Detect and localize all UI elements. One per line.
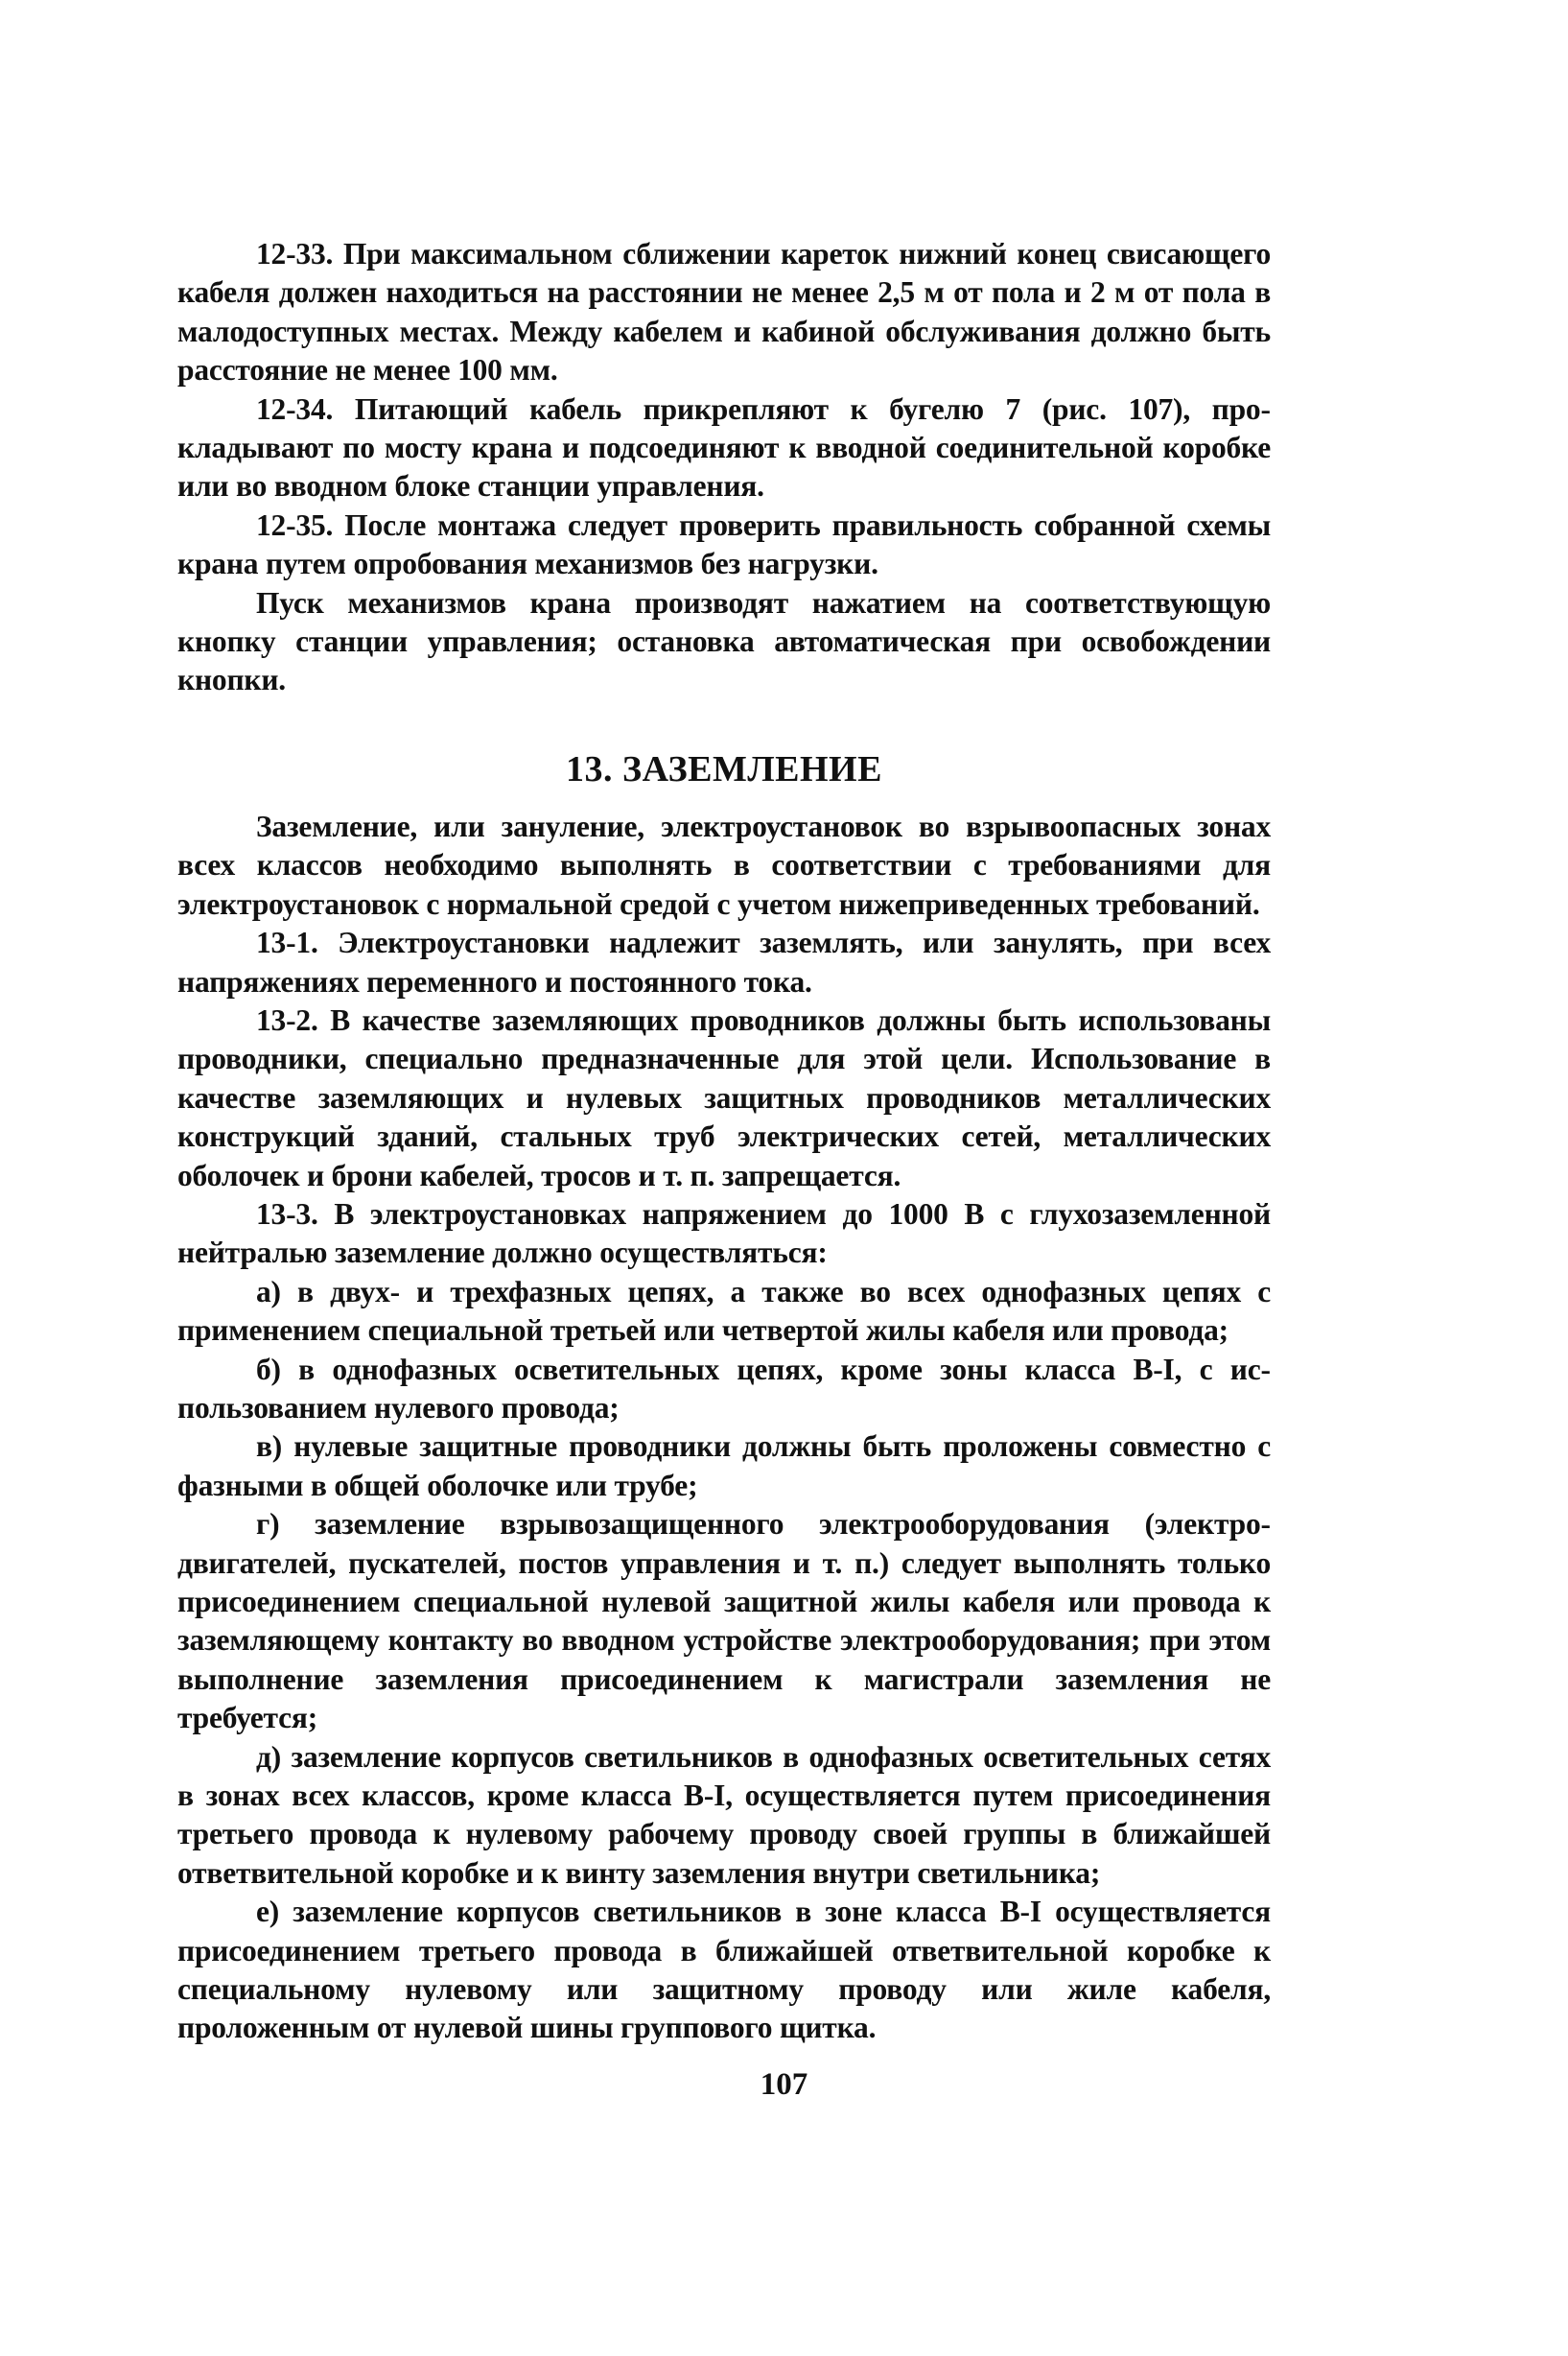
paragraph-text: При максимальном сближении кареток нижний конец свисающего кабеля должен находиться на расстоянии не менее 2,5 м от пола и 2 м от пола в малодоступных местах. Между кабелем и кабиной обслуживания должно быть расстояние не менее 100 мм. bbox=[177, 237, 1271, 388]
list-item-b bbox=[177, 1351, 1271, 1428]
paragraph-text: Электроустановки надлежит заземлять, или занулять, при всех напряжениях переменного и постоянного тока. bbox=[177, 926, 1271, 999]
paragraph-text: Питающий кабель прикрепляют к бугелю 7 (рис. 107), прокладывают по мосту крана и подсоединяют к вводной соединительной коробке или во вводном блоке станции управления. bbox=[177, 391, 1271, 504]
paragraph-12-33 bbox=[177, 235, 1271, 390]
paragraph-12-34 bbox=[177, 390, 1271, 507]
list-item-text: а) в двух- и трехфазных цепях, а также во всех однофазных цепях с применением специальной третьей или четвертой жилы кабеля или провода; bbox=[177, 1274, 1271, 1348]
paragraph-crane-start bbox=[177, 584, 1271, 700]
paragraph-number: 13-2. bbox=[256, 1002, 318, 1037]
list-item-a bbox=[177, 1273, 1271, 1351]
list-item-g bbox=[177, 1505, 1271, 1737]
paragraph-intro bbox=[177, 808, 1271, 924]
paragraph-number: 13-3. bbox=[256, 1196, 318, 1231]
list-item-text: б) в однофазных осветительных цепях, кроме зоны класса В-I, с использованием нулевого провода; bbox=[177, 1352, 1271, 1425]
paragraph-13-2 bbox=[177, 1001, 1271, 1195]
list-item-text: е) заземление корпусов светильников в зоне класса В-I осуществляется присоединением третьего провода в ближайшей ответвительной коробке к специальному нулевому или защитному проводу или жиле кабеля, проложенным от нулевой шины группового щитка. bbox=[177, 1895, 1271, 2045]
paragraph-text: Пуск механизмов крана производят нажатием на соответствующую кнопку станции управления; остановка автоматическая при освобождении кнопки. bbox=[177, 585, 1271, 697]
paragraph-12-35 bbox=[177, 507, 1271, 584]
page-body bbox=[177, 235, 1271, 2048]
list-item-e bbox=[177, 1893, 1271, 2048]
section-heading: 13. ЗАЗЕМЛЕНИЕ bbox=[566, 748, 882, 789]
paragraph-number: 12-33. bbox=[256, 237, 334, 271]
paragraph-13-1 bbox=[177, 924, 1271, 1001]
paragraph-text: Заземление, или зануление, электроустановок во взрывоопасных зонах всех классов необходимо выполнять в соответствии с требованиями для электроустановок с нормальной средой с учетом нижеприведенных требований. bbox=[177, 809, 1271, 921]
page-number: 107 bbox=[760, 2067, 808, 2102]
paragraph-text: После монтажа следует проверить правильность собранной схемы крана путем опробования механизмов без нагрузки. bbox=[177, 507, 1271, 581]
list-item-text: д) заземление корпусов светильников в однофазных осветительных сетях в зонах всех классов, кроме класса В-I, осуществляется путем присоединения третьего провода к нулевому рабочему проводу своей группы в ближайшей ответвительной коробке и к винту заземления внутри светильника; bbox=[177, 1739, 1271, 1890]
paragraph-number: 13-1. bbox=[256, 926, 318, 960]
paragraph-text: В электроустановках напряжением до 1000 В с глухозаземленной нейтралью заземление должно осуществляться: bbox=[177, 1196, 1271, 1270]
list-item-d bbox=[177, 1738, 1271, 1894]
paragraph-13-3 bbox=[177, 1195, 1271, 1273]
paragraph-text: В качестве заземляющих проводников должны быть использованы проводники, специально предназначенные для этой цели. Использование в качестве заземляющих и нулевых защитных проводников металлических конструкций зданий, стальных труб электрических сетей, металлических оболочек и брони кабелей, тросов и т. п. запрещается. bbox=[177, 1002, 1271, 1192]
list-item-v bbox=[177, 1427, 1271, 1505]
list-item-text: в) нулевые защитные проводники должны быть проложены совместно с фазными в общей оболочке или трубе; bbox=[177, 1429, 1271, 1502]
paragraph-number: 12-34. bbox=[256, 391, 334, 426]
paragraph-number: 12-35. bbox=[256, 507, 334, 542]
list-item-text: г) заземление взрывозащищенного электрооборудования (электродвигателей, пускателей, постов управления и т. п.) следует выполнять только присоединением специальной нулевой защитной жилы кабеля или провода к заземляющему контакту во вводном устройстве электрооборудования; при этом выполнение заземления присоединением к магистрали заземления не требуется; bbox=[177, 1507, 1271, 1735]
